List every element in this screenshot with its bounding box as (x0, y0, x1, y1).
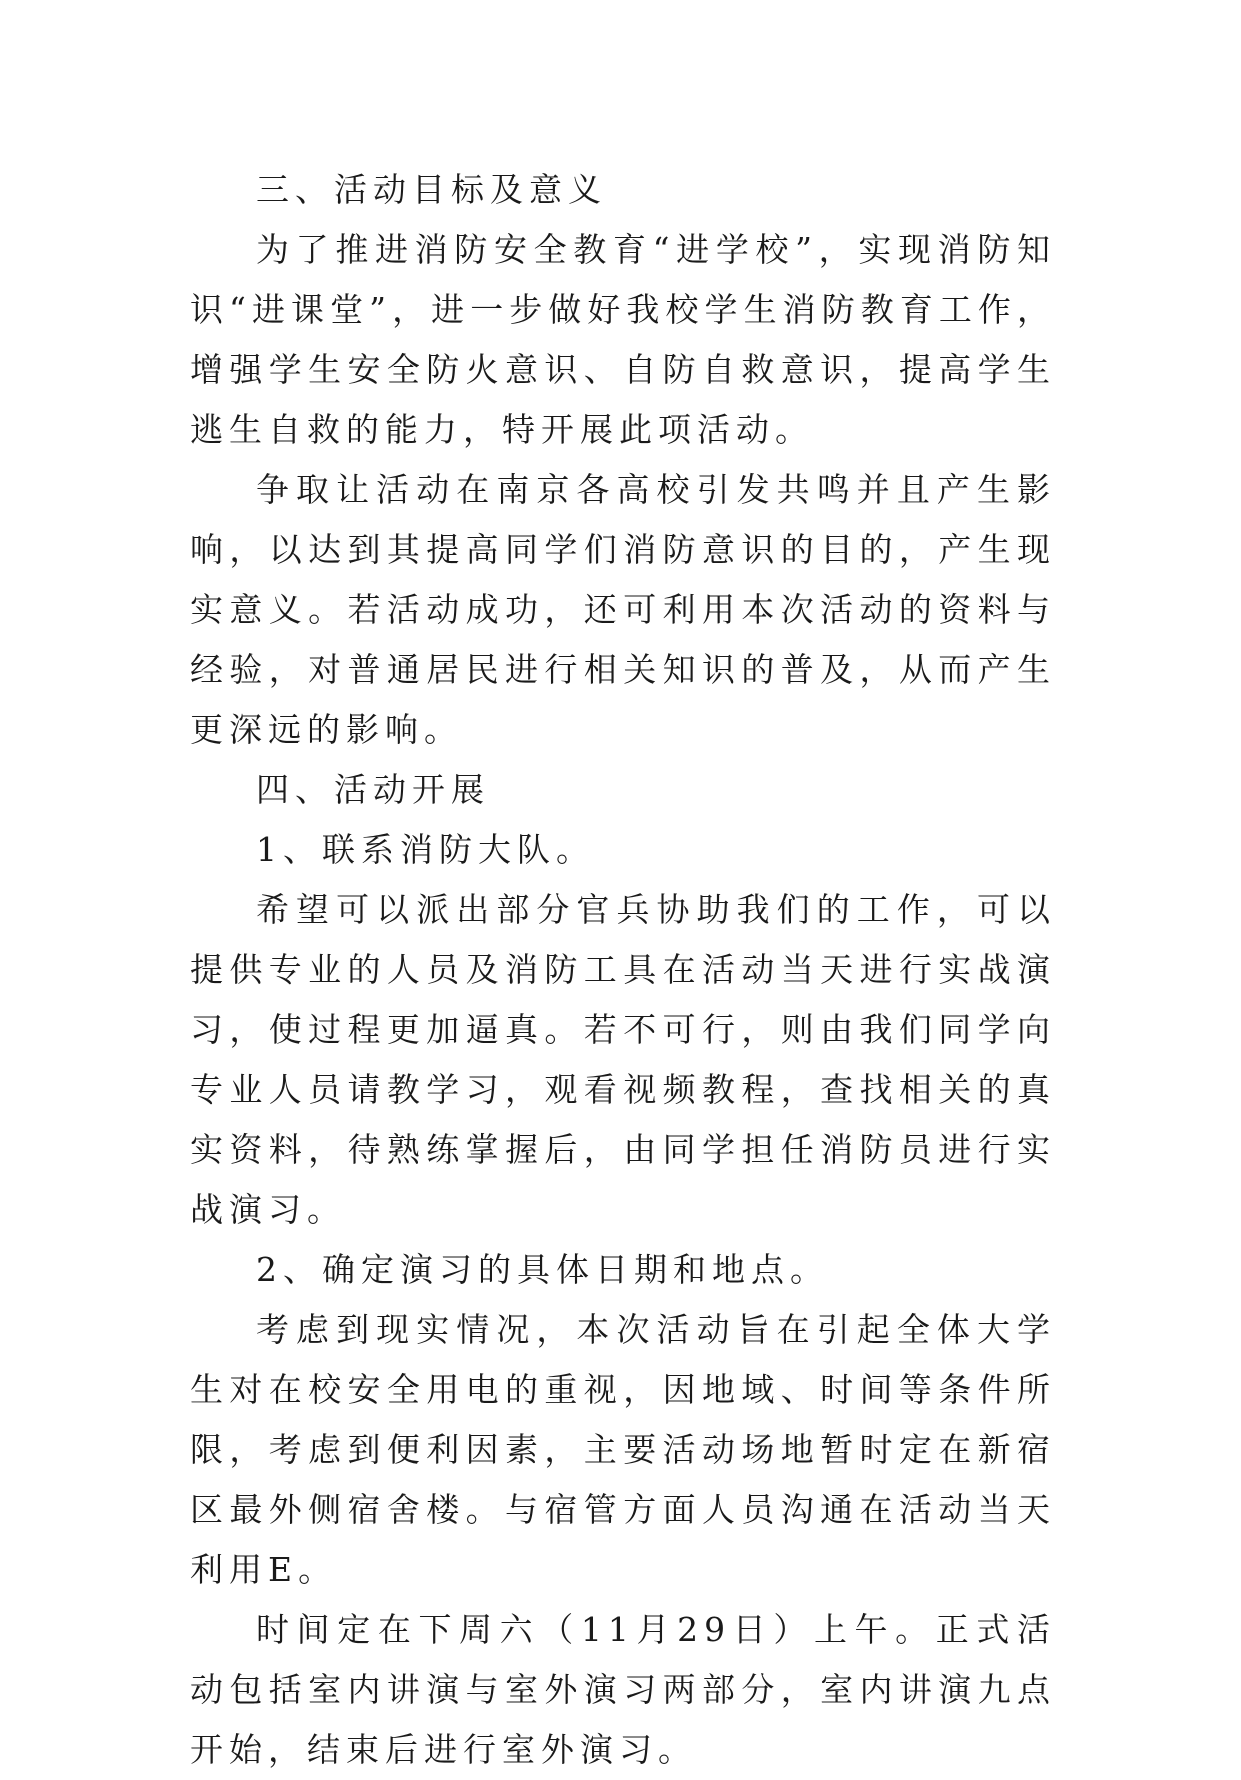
document-body (190, 160, 1056, 1780)
paragraph: 争取让活动在南京各高校引发共鸣并且产生影响，以达到其提高同学们消防意识的目的，产生现实意义。若活动成功，还可利用本次活动的资料与经验，对普通居民进行相关知识的普及，从而产生更深远的影响。 (190, 470, 1056, 749)
section-heading-goals: 三、活动目标及意义 (256, 170, 607, 209)
paragraph: 为了推进消防安全教育“进学校”，实现消防知识“进课堂”，进一步做好我校学生消防教育工作，增强学生安全防火意识、自防自救意识，提高学生逃生自救的能力，特开展此项活动。 (190, 230, 1056, 449)
subheading: 1、联系消防大队。 (256, 830, 595, 869)
section-heading-activities: 四、活动开展 (256, 770, 490, 809)
subheading: 2、确定演习的具体日期和地点。 (256, 1250, 829, 1289)
paragraph: 考虑到现实情况，本次活动旨在引起全体大学生对在校安全用电的重视，因地域、时间等条件所限，考虑到便利因素，主要活动场地暂时定在新宿区最外侧宿舍楼。与宿管方面人员沟通在活动当天利用E。 (190, 1310, 1056, 1589)
paragraph: 希望可以派出部分官兵协助我们的工作，可以提供专业的人员及消防工具在活动当天进行实战演习，使过程更加逼真。若不可行，则由我们同学向专业人员请教学习，观看视频教程，查找相关的真实资料，待熟练掌握后，由同学担任消防员进行实战演习。 (190, 890, 1056, 1229)
paragraph: 时间定在下周六（11月29日）上午。正式活动包括室内讲演与室外演习两部分，室内讲演九点开始，结束后进行室外演习。 (190, 1610, 1056, 1769)
